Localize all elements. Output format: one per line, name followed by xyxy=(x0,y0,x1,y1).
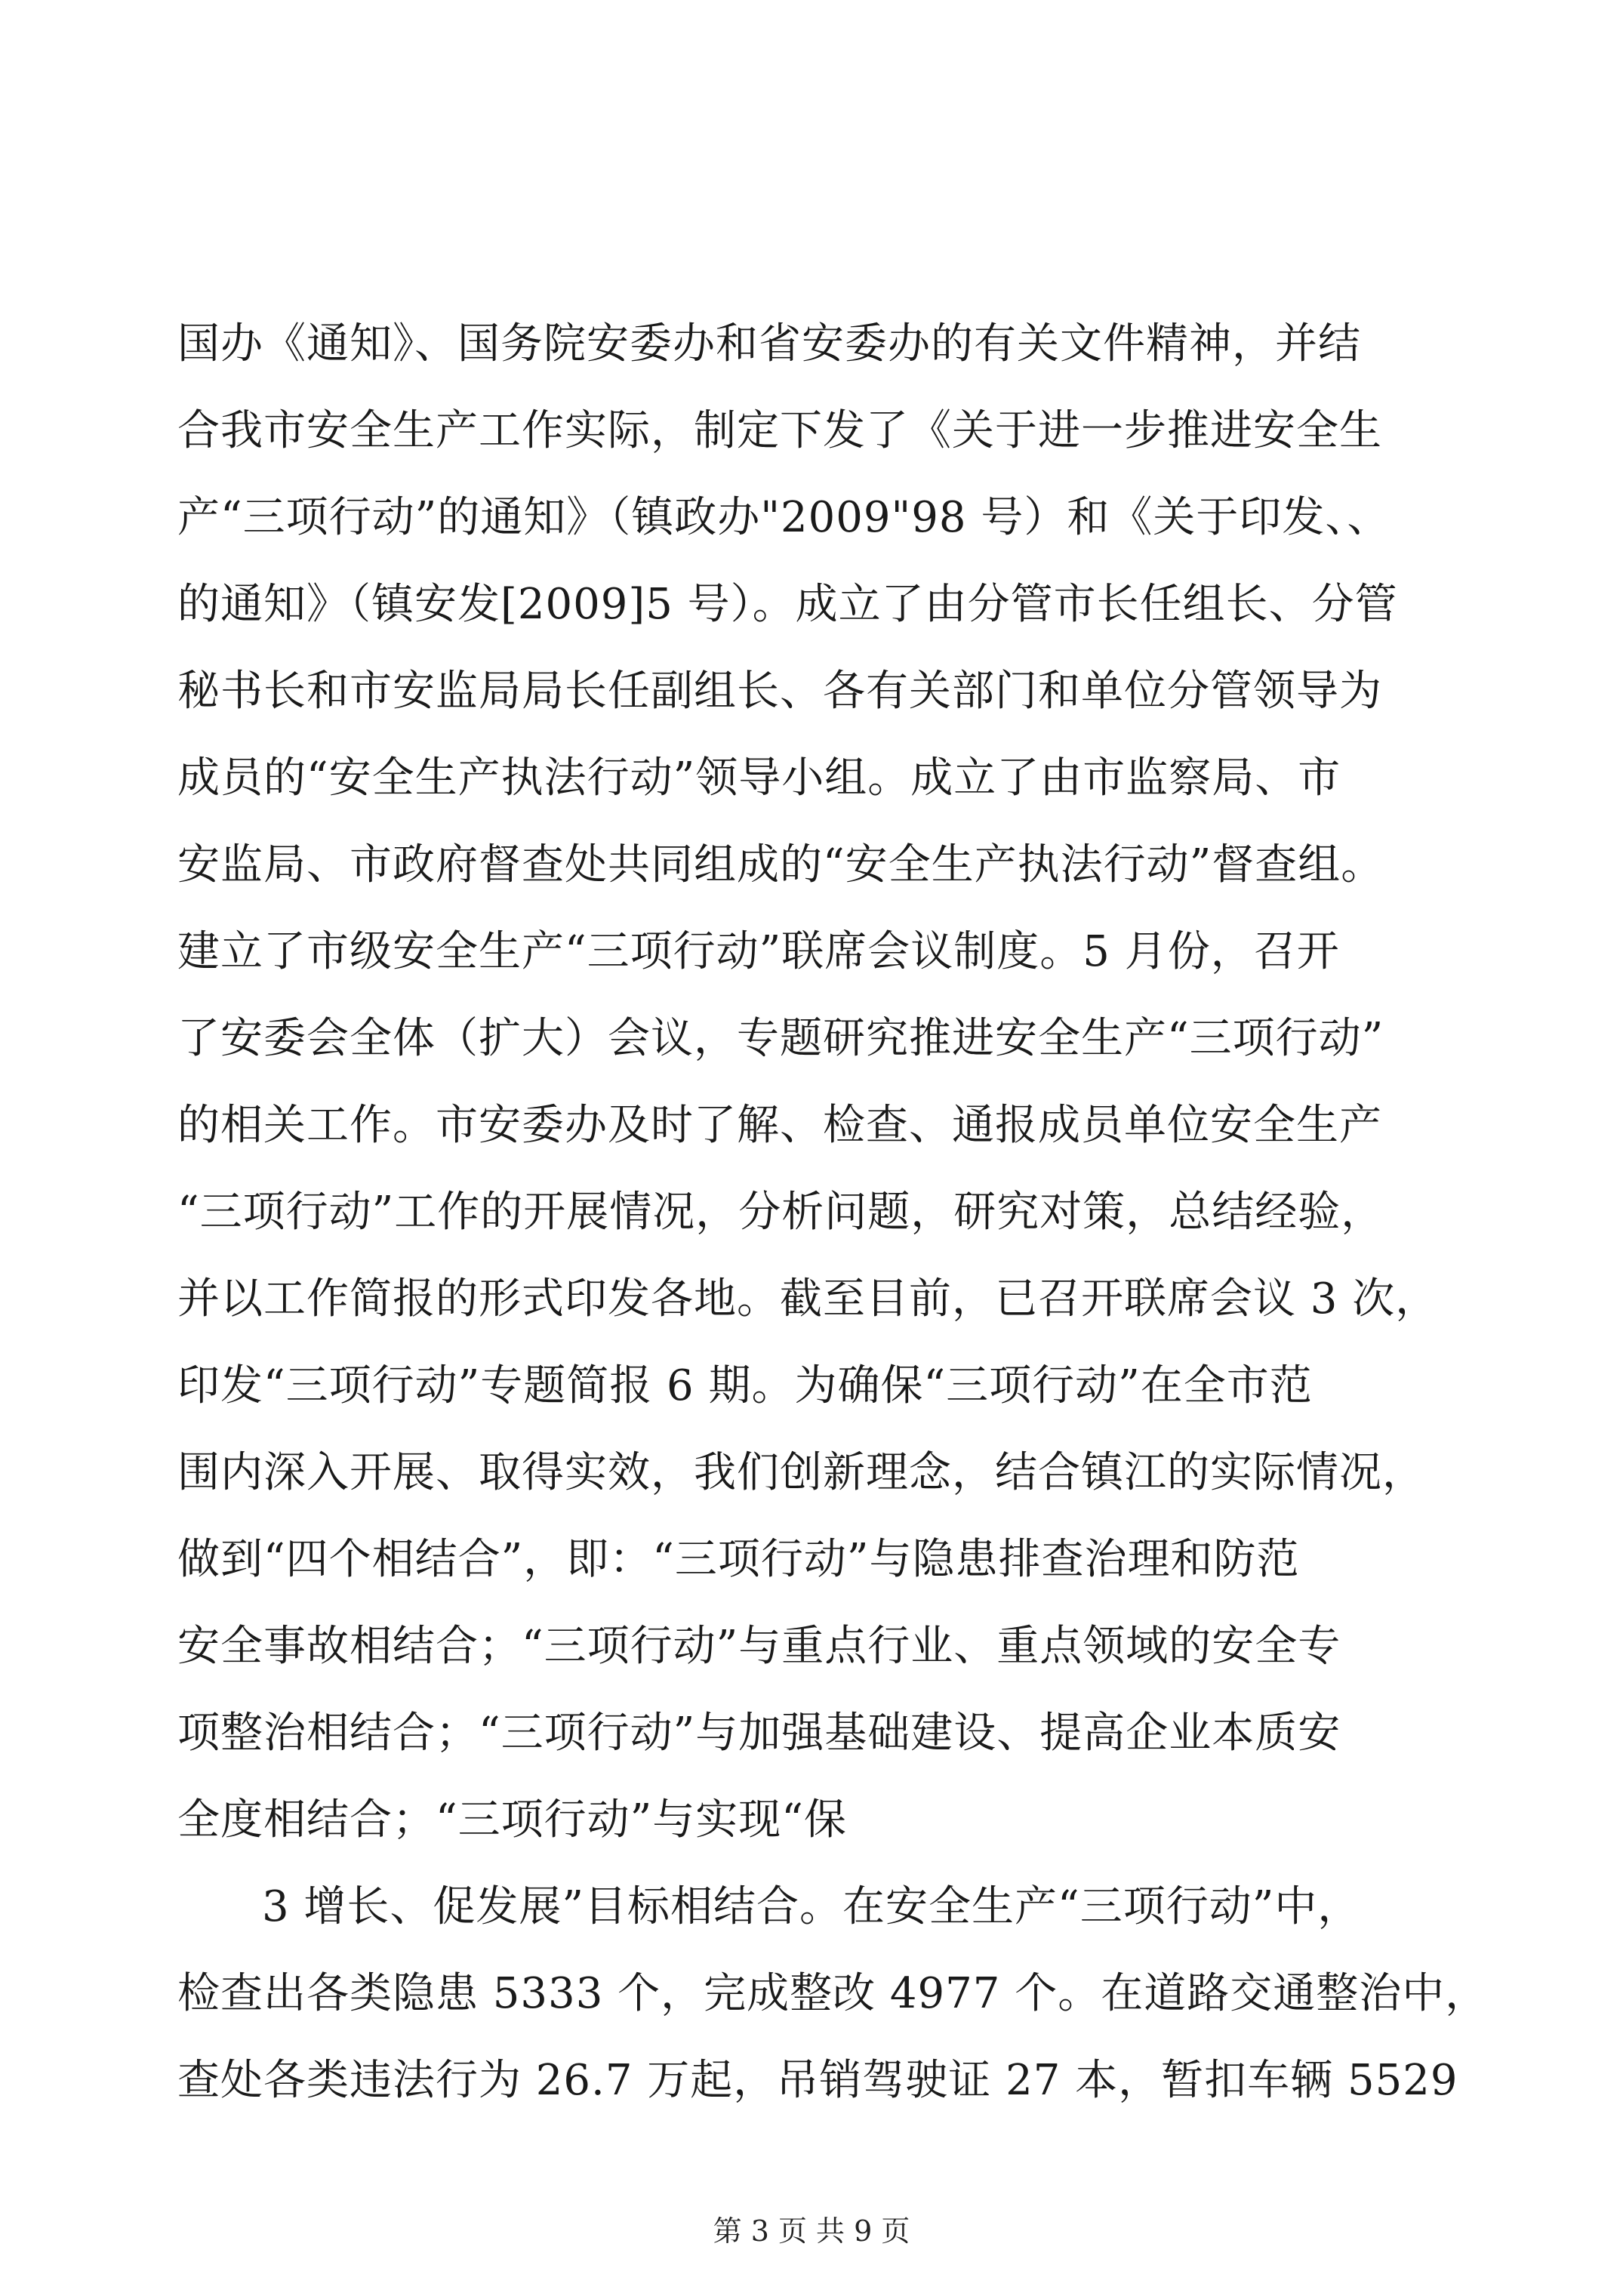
text-line: 检查出各类隐患 5333 个，完成整改 4977 个。在道路交通整治中， xyxy=(177,1969,1489,2018)
page-footer xyxy=(0,2212,1623,2250)
text-line: “三项行动”工作的开展情况，分析问题，研究对策，总结经验， xyxy=(177,1188,1384,1237)
body-text xyxy=(177,300,1489,2124)
text-line: 并以工作简报的形式印发各地。截至目前，已召开联席会议 3 次， xyxy=(177,1274,1439,1324)
page-number: 第 3 页 共 9 页 xyxy=(713,2214,910,2248)
text-line: 查处各类违法行为 26.7 万起，吊销驾驶证 27 本，暂扣车辆 5529 xyxy=(177,2056,1458,2105)
text-line: 围内深入开展、取得实效，我们创新理念，结合镇江的实际情况， xyxy=(177,1448,1425,1497)
text-line: 印发“三项行动”专题简报 6 期。为确保“三项行动”在全市范 xyxy=(177,1361,1313,1410)
text-line: 产“三项行动”的通知》（镇政办"2009"98 号）和《关于印发、、 xyxy=(177,493,1390,542)
text-line: 合我市安全生产工作实际，制定下发了《关于进一步推进安全生 xyxy=(177,406,1382,455)
text-line: 项整治相结合；“三项行动”与加强基础建设、提高企业本质安 xyxy=(177,1709,1341,1758)
text-line: 国办《通知》、国务院安委办和省安委办的有关文件精神，并结 xyxy=(177,319,1361,368)
text-line: 的相关工作。市安委办及时了解、检查、通报成员单位安全生产 xyxy=(177,1101,1382,1150)
text-line: 秘书长和市安监局局长任副组长、各有关部门和单位分管领导为 xyxy=(177,667,1382,716)
text-line: 了安委会全体（扩大）会议，专题研究推进安全生产“三项行动” xyxy=(177,1014,1384,1063)
text-line: 安全事故相结合；“三项行动”与重点行业、重点领域的安全专 xyxy=(177,1622,1341,1671)
text-line: 做到“四个相结合”，即：“三项行动”与隐患排查治理和防范 xyxy=(177,1535,1300,1584)
text-line: 的通知》（镇安发[2009]5 号）。成立了由分管市长任组长、分管 xyxy=(177,580,1398,629)
paragraph-start-line: 3 增长、促发展”目标相结合。在安全生产“三项行动”中， xyxy=(262,1882,1361,1931)
text-line: 安监局、市政府督查处共同组成的“安全生产执法行动”督查组。 xyxy=(177,840,1384,889)
text-line: 成员的“安全生产执法行动”领导小组。成立了由市监察局、市 xyxy=(177,754,1341,803)
text-line: 建立了市级安全生产“三项行动”联席会议制度。5 月份，召开 xyxy=(177,927,1340,976)
text-line: 全度相结合；“三项行动”与实现“保 xyxy=(177,1795,847,1845)
